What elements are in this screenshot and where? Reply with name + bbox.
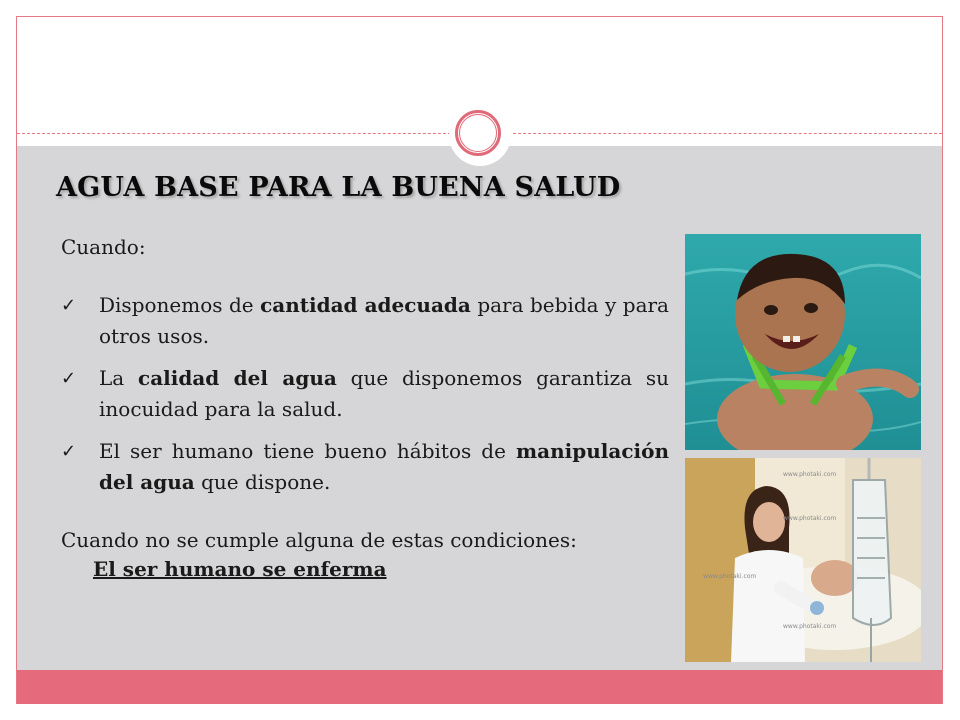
- bullet-text: para bebida y para otros usos.: [99, 293, 669, 348]
- bullet-emphasis: manipulación del agua: [99, 439, 669, 494]
- slide-title: AGUA BASE PARA LA BUENA SALUD: [56, 172, 621, 203]
- bullet-text: que dispone.: [194, 470, 331, 494]
- bullet-text: Disponemos de: [99, 293, 261, 317]
- child-pool-photo: [685, 234, 921, 450]
- list-item: [61, 436, 669, 498]
- bullet-emphasis: calidad del agua: [138, 366, 337, 390]
- patient-iv-illustration: [685, 458, 921, 662]
- bullet-emphasis: cantidad adecuada: [260, 293, 471, 317]
- footer-accent-bar: [17, 670, 942, 704]
- watermark-text: www.photaki.com: [703, 573, 757, 580]
- slide-body: [61, 232, 669, 582]
- checkmark-icon: ✓: [61, 368, 77, 389]
- decorative-circle-inner-ring: [459, 114, 497, 152]
- child-pool-illustration: [685, 234, 921, 450]
- checkmark-icon: ✓: [61, 295, 77, 316]
- outro-text: Cuando no se cumple alguna de estas condiciones:: [61, 528, 577, 552]
- bullet-text: que disponemos garantiza su inocuidad para la salud.: [99, 366, 670, 421]
- list-item: [61, 290, 669, 352]
- checkmark-icon: ✓: [61, 441, 77, 462]
- watermark-text: www.photaki.com: [783, 515, 837, 522]
- list-item: [61, 363, 669, 425]
- conclusion-text: El ser humano se enferma: [93, 557, 387, 581]
- conditions-list: [61, 290, 669, 498]
- watermark-text: www.photaki.com: [783, 623, 837, 630]
- patient-iv-photo: [685, 458, 921, 662]
- bullet-text: El ser humano tiene bueno hábitos de: [99, 439, 516, 463]
- bullet-text: La: [99, 366, 139, 390]
- watermark-text: www.photaki.com: [783, 471, 837, 478]
- intro-text: Cuando:: [61, 235, 146, 259]
